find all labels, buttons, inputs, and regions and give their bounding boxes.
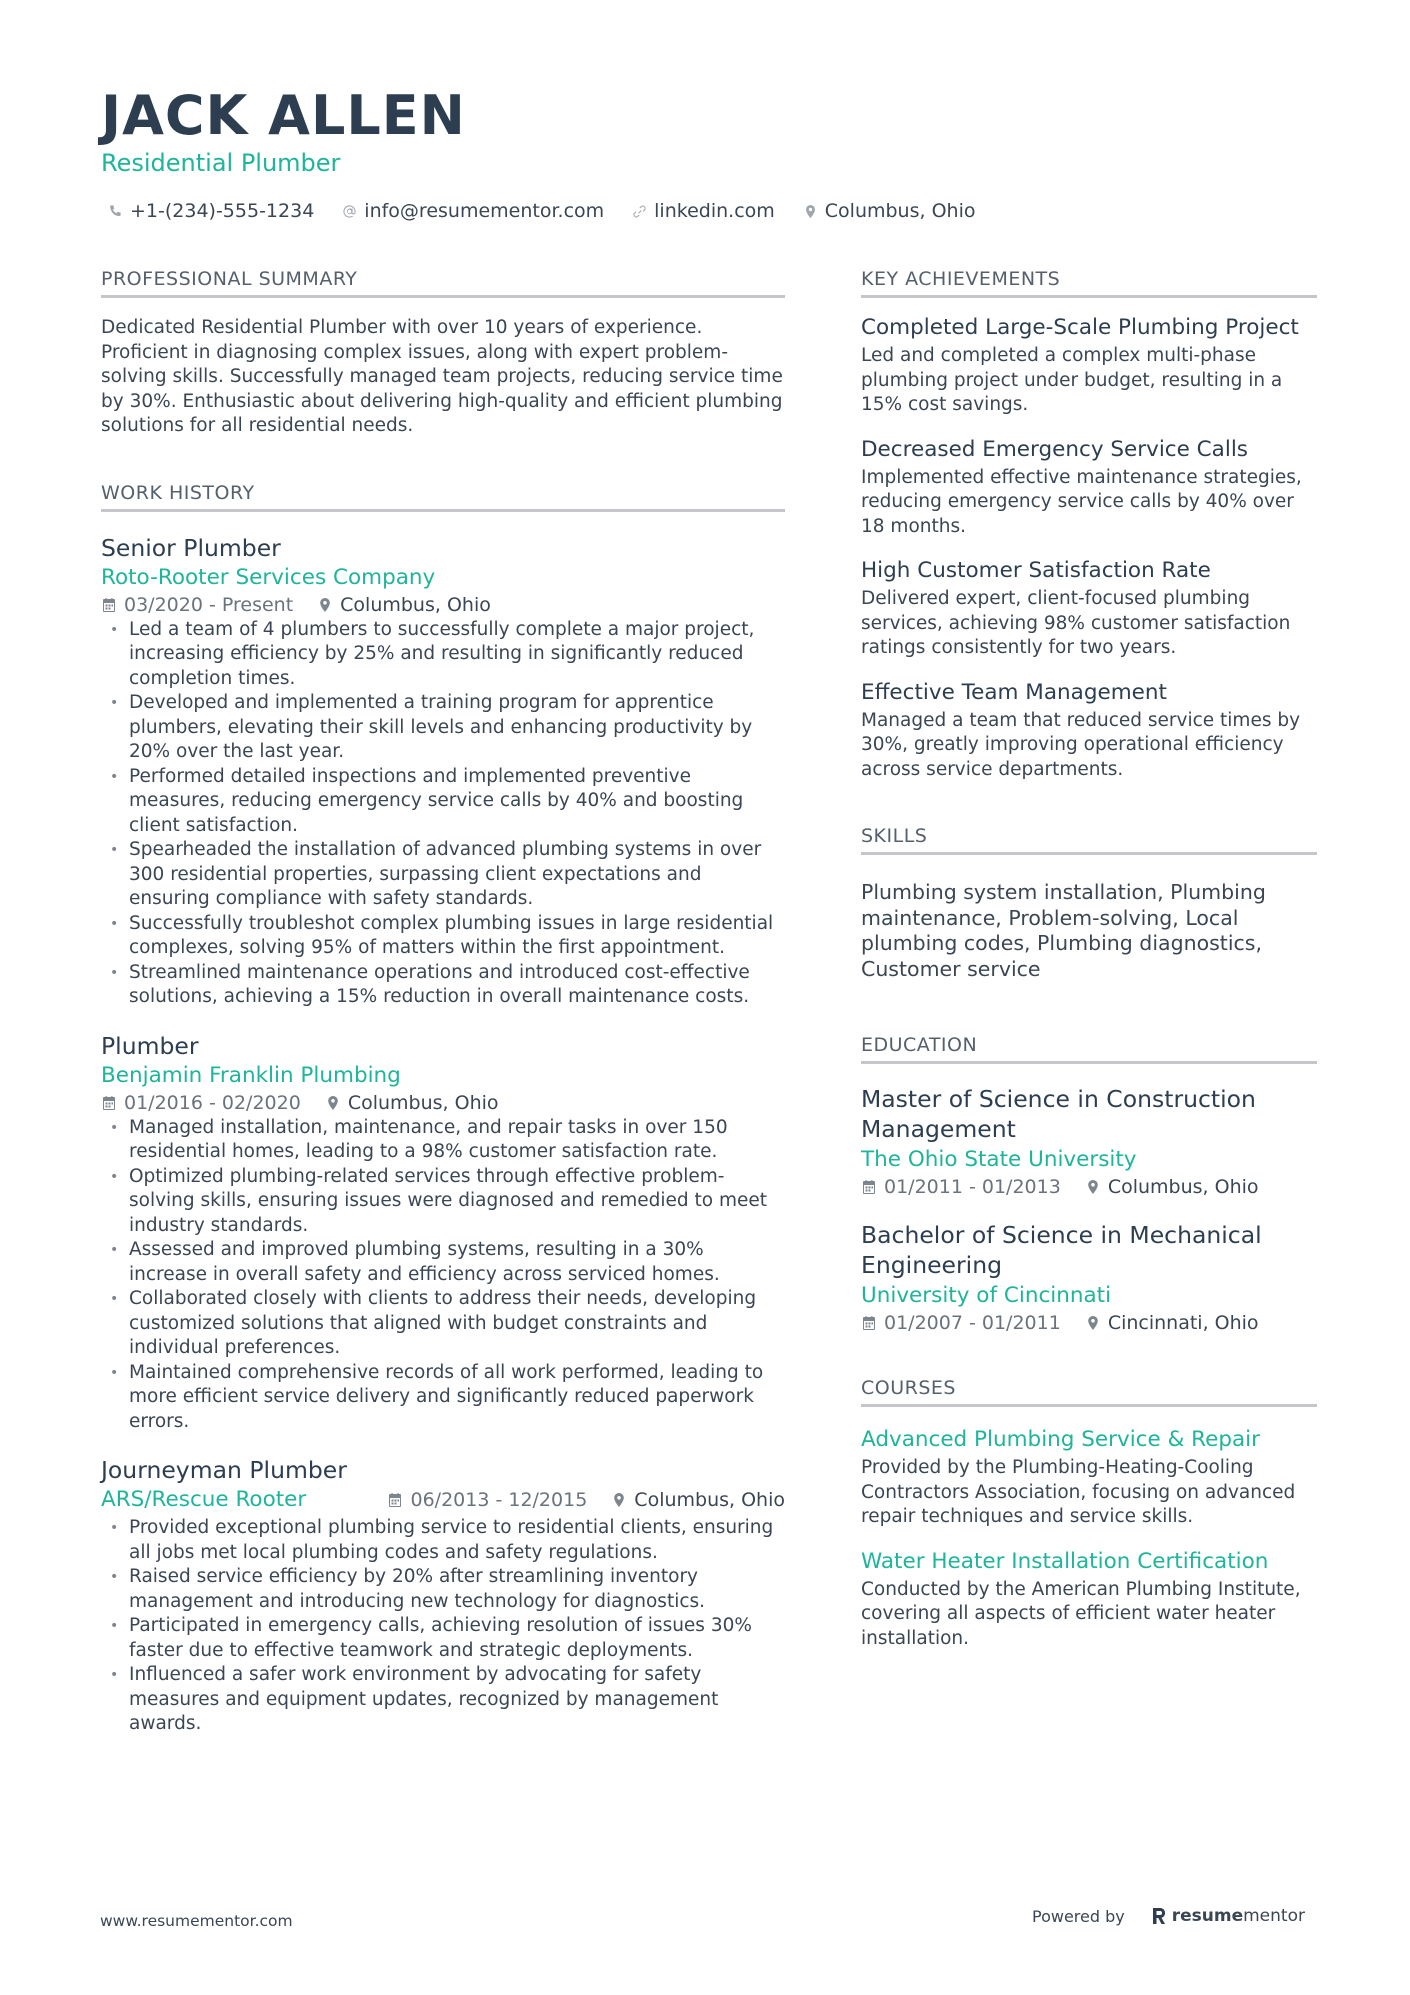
list-item: • Optimized plumbing-related services through effective problem-solving skills, ensuring issues were diagnosed and remedied to meet industry standards.	[101, 1165, 785, 1239]
job-title: Journeyman Plumber	[101, 1456, 347, 1484]
achievement-text: Delivered expert, client-focused plumbing services, achieving 98% customer satisfaction ratings consistently for two years.	[861, 588, 1291, 658]
achievement-text: Implemented effective maintenance strategies, reducing emergency service calls by 40% over 18 months.	[861, 466, 1302, 537]
job-company: Benjamin Franklin Plumbing	[101, 1062, 401, 1088]
education-degree: Bachelor of Science in Mechanical Engineering	[861, 1221, 1262, 1279]
job-bullets	[101, 1516, 785, 1737]
achievement-item	[861, 680, 1317, 783]
job-dates	[387, 1489, 587, 1511]
achievement-text: Managed a team that reduced service times by 30%, greatly improving operational efficiency across service departments.	[861, 709, 1301, 780]
education-dates	[861, 1176, 1061, 1198]
education-section	[861, 1034, 1317, 1334]
courses-heading: COURSES	[861, 1377, 1317, 1407]
list-item: • Raised service efficiency by 20% after streamlining inventory management and introducing new technology for diagnostics.	[101, 1565, 785, 1614]
job-location-text: Columbus, Ohio	[340, 593, 491, 616]
job-meta	[387, 1489, 785, 1511]
calendar-icon	[101, 597, 117, 613]
job-company: Roto-Rooter Services Company	[101, 564, 436, 590]
achievements-section	[861, 268, 1317, 782]
brand-logo[interactable]	[1151, 1906, 1305, 1926]
list-item: • Led a team of 4 plumbers to successfully complete a major project, increasing efficiency by 25% and resulting in significantly reduced completion times.	[101, 618, 785, 692]
footer-brand	[1032, 1906, 1305, 1926]
job-location-text: Columbus, Ohio	[347, 1091, 499, 1114]
achievement-title: Effective Team Management	[861, 679, 1167, 705]
location-pin-icon	[317, 597, 333, 613]
powered-by-label: Powered by	[1032, 1906, 1125, 1926]
calendar-icon	[861, 1315, 877, 1331]
course-text: Conducted by the American Plumbing Institute, covering all aspects of efficient water heater installation.	[861, 1578, 1301, 1649]
list-item: • Participated in emergency calls, achieving resolution of issues 30% faster due to effective teamwork and strategic deployments.	[101, 1614, 785, 1663]
list-item: • Developed and implemented a training program for apprentice plumbers, elevating their skill levels and enhancing productivity by 20% over the last year.	[101, 691, 785, 765]
education-item	[861, 1084, 1317, 1198]
course-item	[861, 1427, 1317, 1530]
education-location	[1085, 1176, 1259, 1198]
job-dates-text: 06/2013 - 12/2015	[410, 1488, 588, 1511]
education-school: The Ohio State University	[861, 1147, 1137, 1172]
right-column	[861, 268, 1317, 1651]
list-item: • Streamlined maintenance operations and introduced cost-effective solutions, achieving a 15% reduction in overall maintenance costs.	[101, 961, 785, 1010]
education-dates-text: 01/2011 - 01/2013	[884, 1176, 1061, 1198]
contact-phone[interactable]	[108, 200, 314, 222]
education-item	[861, 1220, 1317, 1334]
location-pin-icon	[1085, 1315, 1101, 1331]
job-entry	[101, 1456, 785, 1737]
summary-heading: PROFESSIONAL SUMMARY	[101, 268, 785, 298]
skills-section	[861, 825, 1317, 982]
linkedin-text: linkedin.com	[654, 200, 775, 222]
education-school: University of Cincinnati	[861, 1283, 1112, 1308]
contact-email[interactable]	[342, 200, 604, 222]
list-item: • Successfully troubleshot complex plumbing issues in large residential complexes, solving 95% of matters within the first appointment.	[101, 912, 785, 961]
achievement-item	[861, 315, 1317, 418]
job-dates	[101, 594, 293, 616]
list-item: • Assessed and improved plumbing systems, resulting in a 30% increase in overall safety and efficiency across serviced homes.	[101, 1238, 785, 1287]
education-meta	[861, 1312, 1317, 1334]
skills-text: Plumbing system installation, Plumbing maintenance, Problem-solving, Local plumbing codes, Plumbing diagnostics, Customer service	[861, 880, 1266, 981]
work-heading: WORK HISTORY	[101, 482, 785, 512]
work-section	[101, 482, 785, 1737]
job-entry	[101, 1032, 785, 1435]
at-icon	[342, 204, 357, 219]
education-meta	[861, 1176, 1317, 1198]
calendar-icon	[387, 1492, 403, 1508]
achievement-text: Led and completed a complex multi-phase plumbing project under budget, resulting in a 15% cost savings.	[861, 345, 1283, 415]
education-dates	[861, 1312, 1061, 1334]
achievement-title: High Customer Satisfaction Rate	[861, 558, 1211, 583]
course-title: Water Heater Installation Certification	[861, 1548, 1269, 1574]
list-item: • Collaborated closely with clients to address their needs, developing customized solutions that aligned with budget constraints and individual preferences.	[101, 1287, 785, 1361]
education-degree: Master of Science in Construction Management	[861, 1085, 1256, 1143]
job-title: Senior Plumber	[101, 533, 281, 562]
phone-text: +1-(234)-555-1234	[130, 200, 315, 222]
skills-heading: SKILLS	[861, 825, 1317, 855]
job-location	[611, 1489, 785, 1511]
location-pin-icon	[611, 1492, 627, 1508]
education-heading: EDUCATION	[861, 1034, 1317, 1064]
footer-website[interactable]: www.resumementor.com	[100, 1912, 293, 1930]
achievement-title: Completed Large-Scale Plumbing Project	[861, 315, 1299, 340]
achievement-item	[861, 437, 1317, 540]
link-icon	[632, 204, 647, 219]
calendar-icon	[861, 1179, 877, 1195]
job-bullets	[101, 618, 785, 1010]
education-location	[1085, 1312, 1259, 1334]
brand-strong: resume	[1171, 1906, 1244, 1926]
job-meta	[101, 594, 785, 616]
list-item: • Maintained comprehensive records of all work performed, leading to more efficient service delivery and significantly reduced paperwork errors.	[101, 1361, 785, 1435]
job-location	[317, 594, 491, 616]
job-company: ARS/Rescue Rooter	[101, 1487, 307, 1512]
contact-bar	[108, 200, 975, 222]
course-item	[861, 1549, 1317, 1652]
location-pin-icon	[1085, 1179, 1101, 1195]
left-column	[101, 268, 785, 1737]
list-item: • Influenced a safer work environment by advocating for safety measures and equipment updates, recognized by management awards.	[101, 1663, 785, 1737]
job-dates-text: 03/2020 - Present	[124, 593, 294, 616]
courses-section	[861, 1377, 1317, 1651]
job-meta	[101, 1092, 785, 1114]
education-location-text: Columbus, Ohio	[1107, 1176, 1259, 1198]
achievements-heading: KEY ACHIEVEMENTS	[861, 268, 1317, 298]
job-entry	[101, 534, 785, 1010]
job-dates	[101, 1092, 301, 1114]
candidate-title: Residential Plumber	[101, 149, 341, 177]
job-bullets	[101, 1116, 785, 1435]
job-company-row	[101, 1487, 785, 1512]
job-location-text: Columbus, Ohio	[634, 1488, 785, 1511]
course-text: Provided by the Plumbing-Heating-Cooling Contractors Association, focusing on advanced repair techniques and service skills.	[861, 1457, 1296, 1527]
job-dates-text: 01/2016 - 02/2020	[124, 1091, 301, 1114]
location-pin-icon	[803, 204, 818, 219]
contact-linkedin[interactable]	[632, 200, 775, 222]
list-item: • Spearheaded the installation of advanced plumbing systems in over 300 residential properties, surpassing client expectations and ensuring compliance with safety standards.	[101, 838, 785, 912]
achievement-title: Decreased Emergency Service Calls	[861, 436, 1249, 462]
achievement-item	[861, 558, 1317, 661]
job-location	[325, 1092, 499, 1114]
education-location-text: Cincinnati, Ohio	[1107, 1312, 1259, 1334]
list-item: • Performed detailed inspections and implemented preventive measures, reducing emergency service calls by 40% and boosting client satisfaction.	[101, 765, 785, 839]
resumementor-logo-icon	[1151, 1906, 1167, 1926]
education-dates-text: 01/2007 - 01/2011	[884, 1312, 1061, 1334]
location-text: Columbus, Ohio	[824, 200, 976, 222]
contact-location	[803, 200, 976, 222]
candidate-name: JACK ALLEN	[101, 84, 466, 147]
email-text: info@resumementor.com	[364, 200, 605, 222]
list-item: • Managed installation, maintenance, and repair tasks in over 150 residential homes, leading to a 98% customer satisfaction rate.	[101, 1116, 785, 1165]
job-title: Plumber	[101, 1031, 199, 1060]
phone-icon	[108, 204, 123, 219]
summary-section	[101, 268, 785, 439]
course-title: Advanced Plumbing Service & Repair	[861, 1427, 1260, 1452]
calendar-icon	[101, 1095, 117, 1111]
summary-text: Dedicated Residential Plumber with over 10 years of experience. Proficient in diagnosing complex issues, along with expert problem-solving skills. Successfully managed team projects, reducing service time by 30%. Enthusiastic about delivering high-quality and efficient plumbing solutions for all residential needs.	[101, 317, 783, 436]
brand-light: mentor	[1243, 1906, 1305, 1926]
list-item: • Provided exceptional plumbing service to residential clients, ensuring all jobs met local plumbing codes and safety regulations.	[101, 1516, 785, 1565]
location-pin-icon	[325, 1095, 341, 1111]
